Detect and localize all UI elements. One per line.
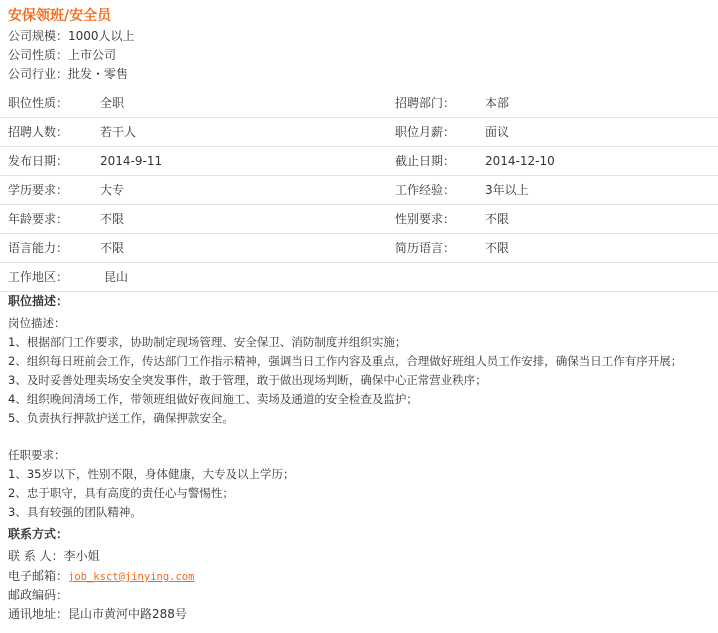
info-row-dates [0,147,718,176]
info-label: 工作地区： [8,270,69,284]
info-value: 不限 [100,212,125,226]
company-nature: 公司性质：上市公司 [8,48,117,62]
info-value: 2014-12-10 [485,154,555,168]
requirement-line: 3、具有较强的团队精神。 [8,505,142,519]
contact-email-row [8,568,194,585]
info-label: 简历语言： [395,241,456,255]
contact-title: 联系方式： [8,527,69,541]
description-line: 1、根据部门工作要求，协助制定现场管理、安全保卫、消防制度并组织实施； [8,335,407,349]
info-value: 3年以上 [485,183,529,197]
info-label: 发布日期： [8,154,69,168]
info-label: 工作经验： [395,183,456,197]
info-value: 不限 [485,241,510,255]
contact-person-value: 李小姐 [63,549,100,563]
info-label: 招聘部门： [395,96,456,110]
info-label: 性别要求： [395,212,456,226]
info-label: 职位性质： [8,96,69,110]
info-label: 截止日期： [395,154,456,168]
job-info-table [0,89,718,292]
requirement-line: 1、35岁以下，性别不限，身体健康，大专及以上学历； [8,467,295,481]
contact-address-label: 通讯地址： [8,607,69,621]
info-value: 昆山 [104,270,129,284]
description-line: 3、及时妥善处理卖场安全突发事件，敢于管理，敢于做出现场判断，确保中心正常营业秩序； [8,373,487,387]
info-row-headcount [0,118,718,147]
info-row-language [0,234,718,263]
info-value: 不限 [485,212,510,226]
contact-address-value: 昆山市黄河中路288号 [68,607,187,621]
description-line: 2、组织每日班前会工作，传达部门工作指示精神，强调当日工作内容及重点，合理做好班组人员工作安排，确保当日工作有序开展； [8,354,683,368]
info-row-job-type [0,89,718,118]
info-label: 学历要求： [8,183,69,197]
description-title: 职位描述： [8,294,69,308]
info-value: 2014-9-11 [100,154,163,168]
contact-person-row [8,548,100,564]
info-row-location [0,263,718,292]
info-row-age-gender [0,205,718,234]
contact-postcode-label: 邮政编码： [8,588,69,602]
info-label: 语言能力： [8,241,69,255]
contact-postcode-row [8,587,68,603]
requirement-line: 2、忠于职守，具有高度的责任心与警惕性； [8,486,234,500]
description-line: 5、负责执行押款护送工作，确保押款安全。 [8,411,234,425]
company-industry: 公司行业：批发・零售 [8,67,129,81]
info-value: 面议 [485,125,510,139]
info-label: 招聘人数： [8,125,69,139]
info-label: 职位月薪： [395,125,456,139]
description-line: 4、组织晚间清场工作，带领班组做好夜间施工、卖场及通道的安全检查及监护； [8,392,418,406]
info-value: 本部 [485,96,510,110]
contact-email-label: 电子邮箱： [8,569,69,583]
info-value: 不限 [100,241,125,255]
contact-address-row [8,606,187,622]
contact-email-link[interactable]: job_ksct@jinying.com [68,571,195,583]
requirements-title: 任职要求： [8,448,66,462]
info-value: 全职 [100,96,125,110]
company-size: 公司规模：1000人以上 [8,29,135,43]
description-line: 岗位描述： [8,316,66,330]
job-title: 安保领班/安全员 [8,8,112,24]
contact-person-label: 联 系 人： [8,549,64,563]
info-value: 大专 [100,183,125,197]
info-row-education [0,176,718,205]
info-value: 若干人 [100,125,137,139]
info-label: 年龄要求： [8,212,69,226]
